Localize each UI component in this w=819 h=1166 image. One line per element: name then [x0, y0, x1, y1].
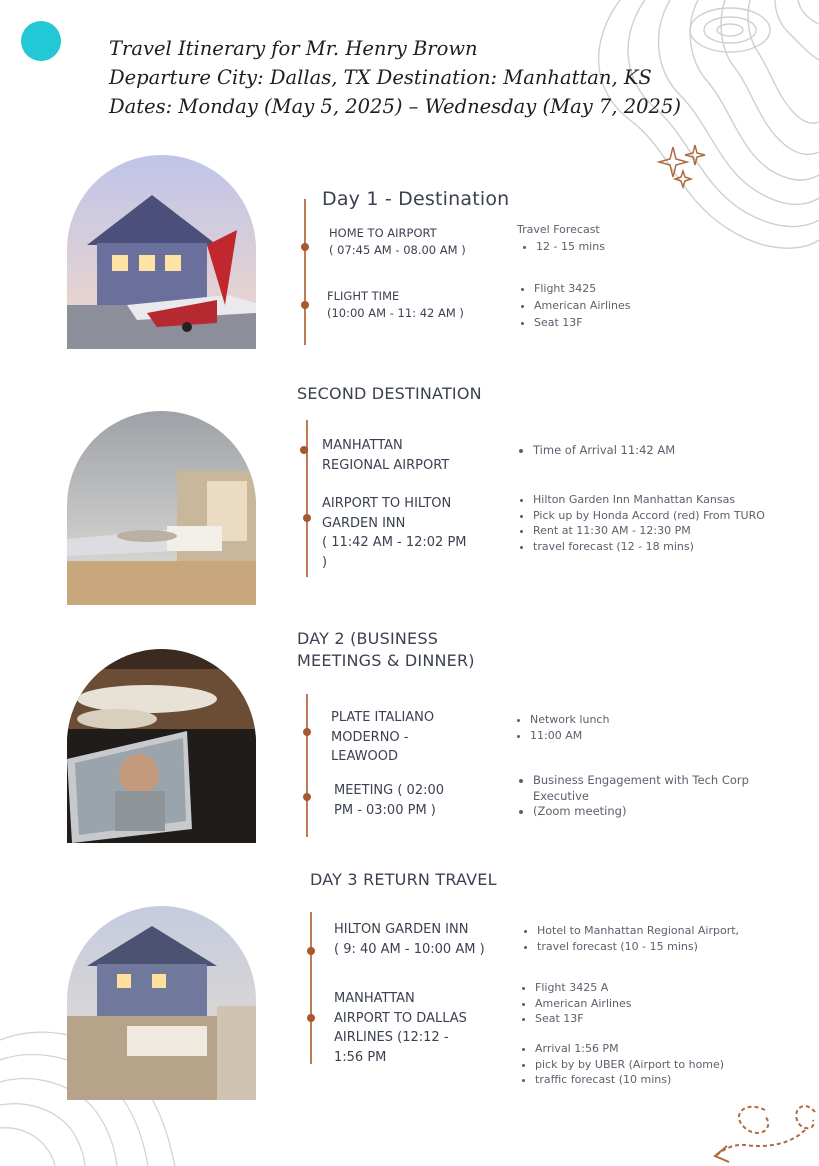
day1-item2-label [327, 288, 464, 322]
list-item: • traffic forecast (10 mins) [535, 1072, 724, 1088]
second-item2-label [322, 494, 467, 572]
list-item: • Business Engagement with Tech Corp Executive [533, 773, 773, 804]
day2-item2-label [334, 781, 444, 821]
label-line: PM - 03:00 PM ) [334, 803, 436, 818]
label-line: FLIGHT TIME [327, 289, 400, 303]
label-line: (10:00 AM - 11: 42 AM ) [327, 306, 464, 320]
list-item: • American Airlines [534, 297, 631, 314]
list-item: • Arrival 1:56 PM [535, 1041, 724, 1057]
day1-item2-bullets [516, 280, 631, 331]
day3-timeline-dot-2 [307, 1014, 315, 1022]
label-line: AIRLINES (12:12 - [334, 1030, 449, 1045]
list-item: • (Zoom meeting) [533, 804, 773, 820]
label-line: ( 07:45 AM - 08.00 AM ) [329, 243, 466, 257]
departure-destination-line: Departure City: Dallas, TX Destination: Manhattan, KS [109, 66, 652, 89]
second-timeline-dot-2 [303, 514, 311, 522]
day2-timeline [306, 694, 308, 837]
label-line: AIRPORT TO DALLAS [334, 1010, 467, 1026]
list-item: • Seat 13F [534, 314, 631, 331]
day1-timeline [304, 199, 306, 345]
list-item: • Hilton Garden Inn Manhattan Kansas [533, 492, 765, 508]
dates-line: Dates: Monday (May 5, 2025) – Wednesday (May 7, 2025) [109, 95, 681, 118]
day1-timeline-dot-2 [301, 301, 309, 309]
label-line: REGIONAL AIRPORT [322, 458, 450, 473]
label-line: HILTON GARDEN INN [334, 922, 469, 937]
list-item: • Flight 3425 A [535, 980, 632, 996]
label-line: MODERNO - [331, 729, 409, 745]
label-line: ( 11:42 AM - 12:02 PM [322, 535, 467, 550]
house-bedroom-photo [67, 906, 256, 1100]
title-line: DAY 2 (BUSINESS [297, 629, 439, 648]
day3-item2-bullets-arrival [517, 1041, 724, 1088]
second-item2-bullets [515, 492, 765, 554]
day3-title: DAY 3 RETURN TRAVEL [310, 870, 497, 889]
label-line: ( 9: 40 AM - 10:00 AM ) [334, 941, 485, 957]
list-item: • travel forecast (10 - 15 mins) [537, 939, 739, 955]
day2-item1-label [331, 708, 434, 767]
sparkle-icon [655, 143, 711, 191]
day1-item1-bullets [518, 239, 605, 255]
airplane-hotel-room-photo [67, 411, 256, 605]
day3-item1-label [334, 920, 485, 959]
day1-timeline-dot-1 [301, 243, 309, 251]
day3-timeline [310, 912, 312, 1064]
day2-timeline-dot-1 [303, 728, 311, 736]
list-item: • pick by by UBER (Airport to home) [535, 1057, 724, 1073]
list-item: • 12 - 15 mins [536, 239, 605, 255]
day3-item2-label [334, 989, 467, 1067]
list-item: • Seat 13F [535, 1011, 632, 1027]
day2-item2-bullets [515, 773, 773, 820]
label-line: HOME TO AIRPORT [329, 226, 437, 240]
dining-video-call-photo [67, 649, 256, 843]
day3-timeline-dot-1 [307, 947, 315, 955]
day1-title: Day 1 - Destination [322, 188, 510, 210]
second-item1-label [322, 436, 449, 476]
second-timeline [306, 420, 308, 577]
list-item: • Time of Arrival 11:42 AM [533, 443, 675, 459]
list-item: • travel forecast (12 - 18 mins) [533, 539, 765, 555]
label-line: MANHATTAN [334, 991, 415, 1006]
list-item: • 11:00 AM [530, 728, 609, 744]
label-line: AIRPORT TO HILTON [322, 496, 452, 511]
list-item: • Hotel to Manhattan Regional Airport, [537, 923, 739, 939]
day2-title [297, 628, 475, 672]
day2-item1-bullets [512, 712, 609, 743]
list-item: • Network lunch [530, 712, 609, 728]
list-item: • Rent at 11:30 AM - 12:30 PM [533, 523, 765, 539]
second-item1-bullets [515, 443, 675, 459]
list-item: • Flight 3425 [534, 280, 631, 297]
label-line: ) [322, 554, 328, 570]
label-line: LEAWOOD [331, 749, 398, 764]
day1-item1-note: Travel Forecast [517, 223, 600, 236]
second-timeline-dot-1 [300, 446, 308, 454]
dotted-arrow-icon [705, 1100, 819, 1166]
day1-item1-label [329, 225, 466, 259]
day3-item2-bullets-flight [517, 980, 632, 1027]
teal-dot-decoration [21, 21, 61, 61]
label-line: 1:56 PM [334, 1049, 387, 1065]
house-airplane-photo [67, 155, 256, 349]
list-item: • American Airlines [535, 996, 632, 1012]
itinerary-title: Travel Itinerary for Mr. Henry Brown [109, 37, 478, 60]
title-line: MEETINGS & DINNER) [297, 651, 475, 670]
label-line: GARDEN INN [322, 515, 406, 531]
second-destination-title: SECOND DESTINATION [297, 384, 482, 403]
list-item: • Pick up by Honda Accord (red) From TURO [533, 508, 765, 524]
label-line: MEETING ( 02:00 [334, 783, 445, 798]
label-line: PLATE ITALIANO [331, 710, 435, 725]
day2-timeline-dot-2 [303, 793, 311, 801]
label-line: MANHATTAN [322, 438, 403, 453]
day3-item1-bullets [519, 923, 739, 954]
